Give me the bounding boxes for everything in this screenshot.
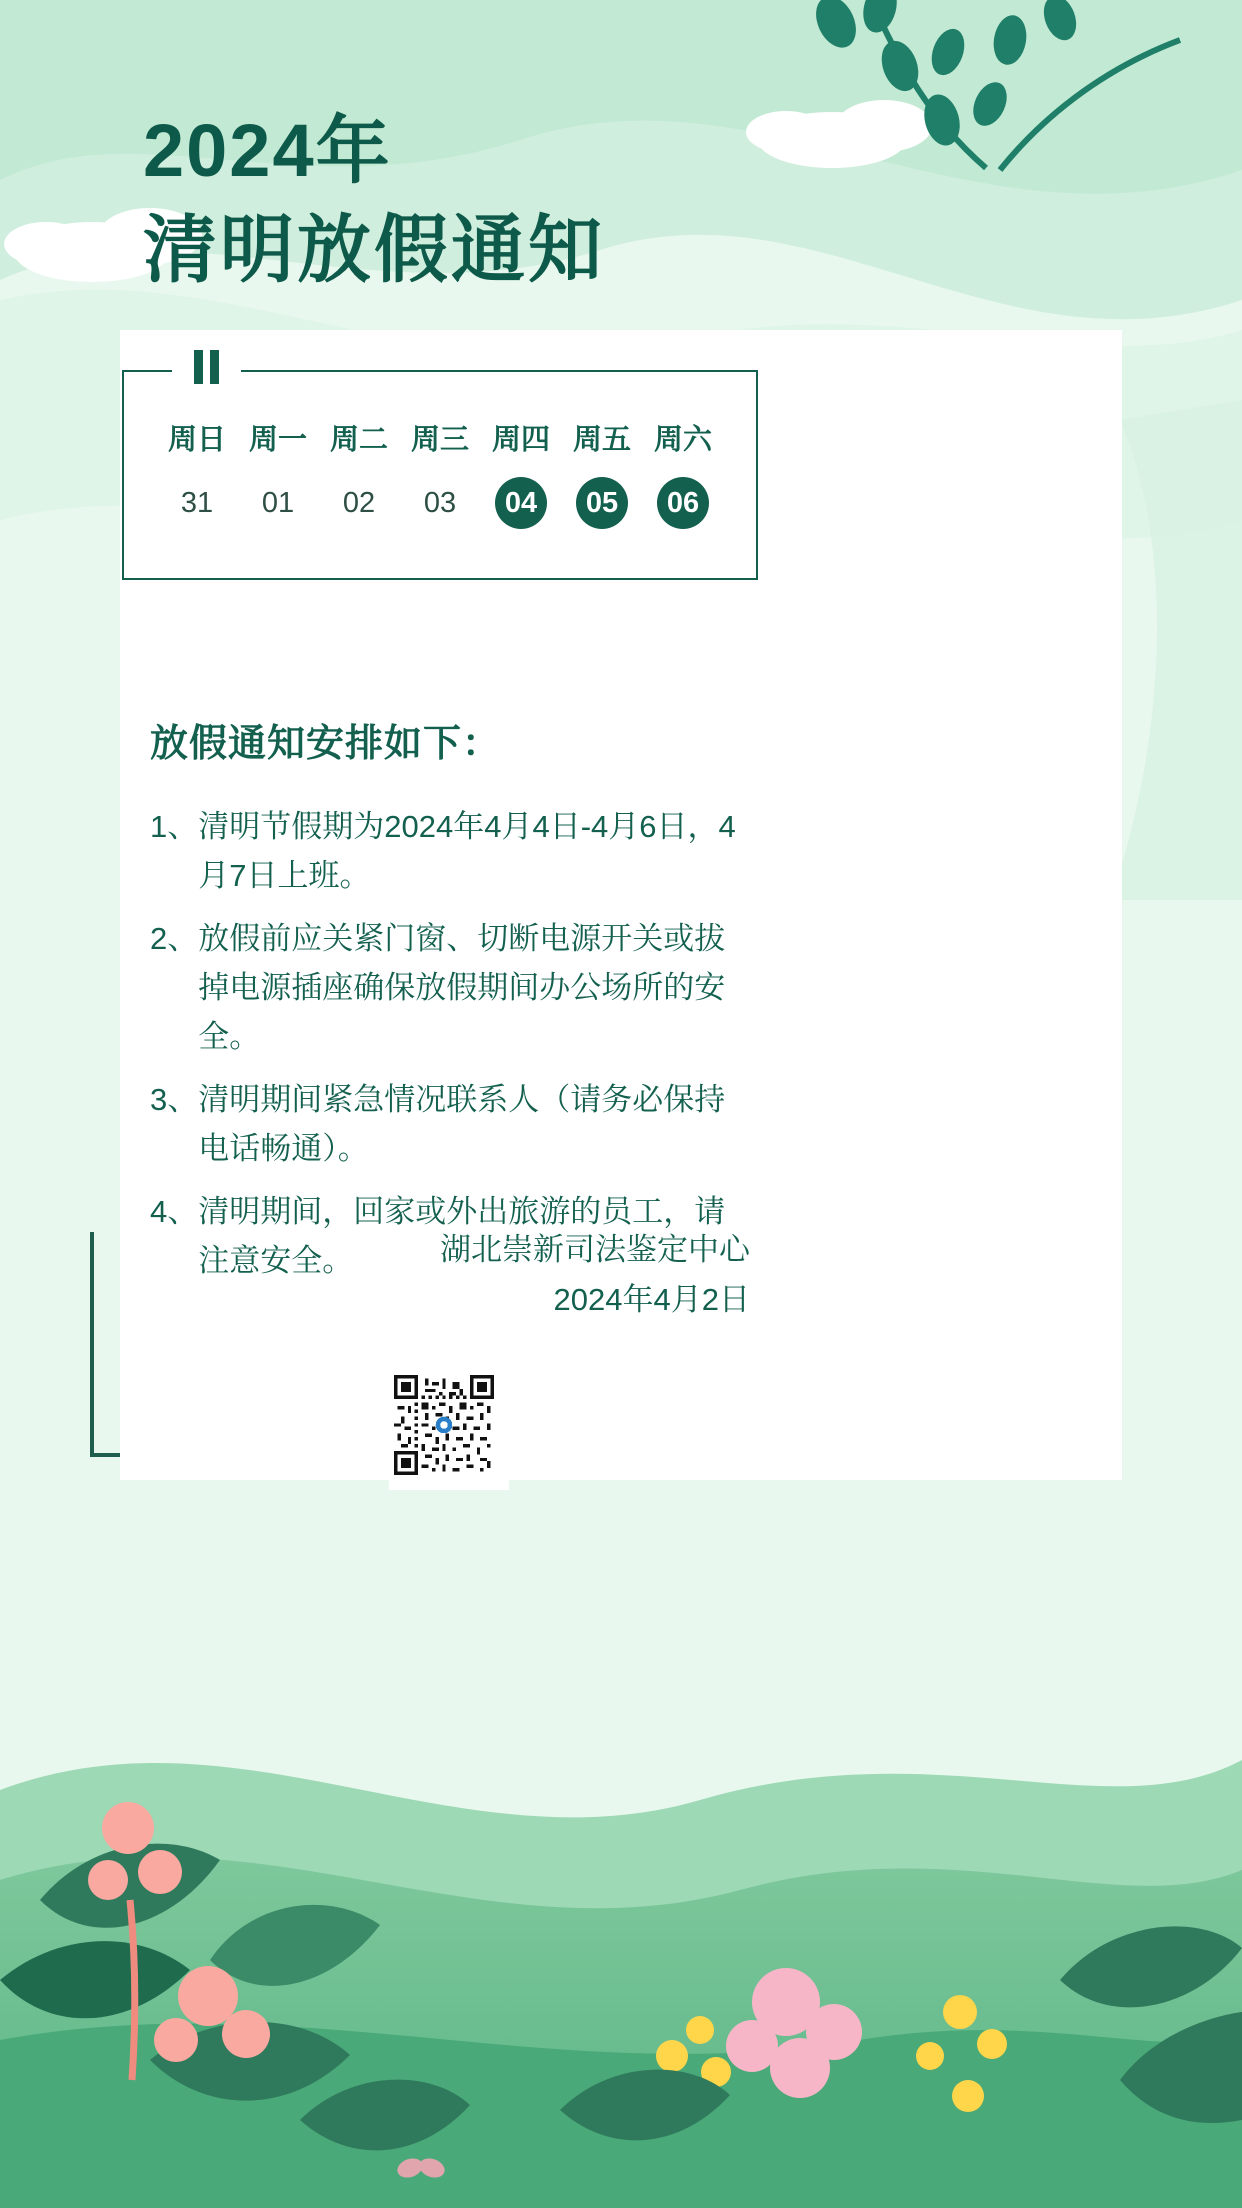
calendar-grid xyxy=(124,426,756,529)
signature-date: 2024年4月2日 xyxy=(553,1281,750,1317)
calendar-day: 31 xyxy=(180,487,214,519)
calendar-column xyxy=(160,426,234,529)
calendar-column xyxy=(322,426,396,529)
title-main: 清明放假通知 xyxy=(143,208,605,292)
calendar-column xyxy=(565,426,639,529)
title-year: 2024年 xyxy=(143,109,392,192)
notice-item-text: 放假前应关紧门窗、切断电源开关或拔掉电源插座确保放假期间办公场所的安全。 xyxy=(198,920,726,1054)
signature-block xyxy=(150,1225,750,1324)
notice-heading: 放假通知安排如下： xyxy=(150,723,502,765)
calendar-day: 03 xyxy=(423,487,457,519)
notice-item-text: 清明期间，回家或外出旅游的员工，请注意安全。 xyxy=(198,1193,726,1278)
notice-item-text: 清明期间紧急情况联系人（请务必保持电话畅通）。 xyxy=(198,1081,726,1166)
calendar-day-holiday: 05 xyxy=(576,477,628,529)
calendar-column xyxy=(241,426,315,529)
notice-item-number: 1、 xyxy=(150,809,199,844)
notice-item-number: 4、 xyxy=(150,1193,199,1229)
calendar-day-holiday: 06 xyxy=(657,477,709,529)
calendar-weekday: 周六 xyxy=(653,424,712,456)
notice-item xyxy=(150,1076,750,1174)
calendar-weekday: 周五 xyxy=(572,424,631,456)
calendar-weekday: 周二 xyxy=(329,424,388,456)
notice-item-number: 3、 xyxy=(150,1081,199,1117)
calendar-day: 02 xyxy=(342,487,376,519)
calendar-frame xyxy=(122,370,758,580)
calendar-column xyxy=(646,426,720,529)
signature-org: 湖北崇新司法鉴定中心 xyxy=(440,1232,750,1267)
notice-item-number: 2、 xyxy=(150,920,199,956)
calendar-column xyxy=(403,426,477,529)
calendar-weekday: 周四 xyxy=(491,424,550,456)
calendar-weekday: 周三 xyxy=(410,424,469,456)
calendar-column xyxy=(484,426,558,529)
notice-item xyxy=(150,915,750,1062)
notice-item-text: 清明节假期为2024年4月4日-4月6日，4月7日上班。 xyxy=(198,809,736,893)
notice-body xyxy=(150,712,750,1300)
pause-bars-icon xyxy=(172,350,241,384)
calendar-day: 01 xyxy=(261,487,295,519)
poster-title xyxy=(143,108,605,292)
calendar-day-holiday: 04 xyxy=(495,477,547,529)
qr-code[interactable] xyxy=(389,1370,509,1490)
notice-item xyxy=(150,803,750,901)
calendar-weekday: 周一 xyxy=(248,424,307,456)
calendar-weekday: 周日 xyxy=(167,424,226,456)
